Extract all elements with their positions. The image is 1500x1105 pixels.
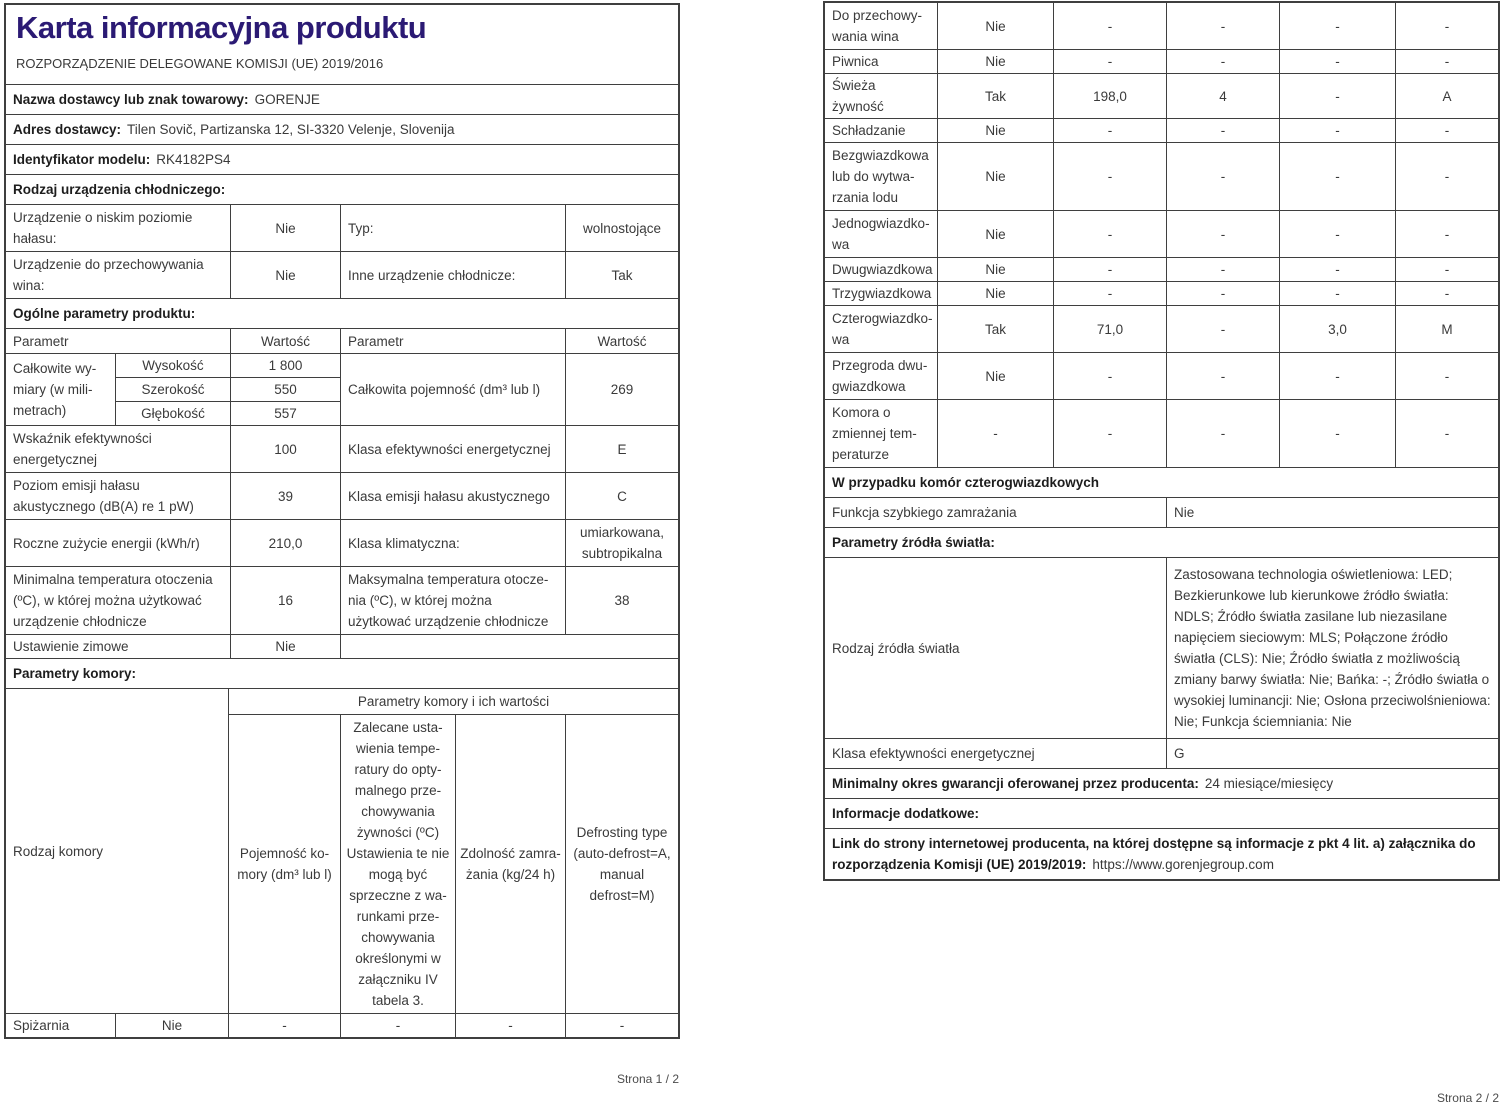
fast-freeze-row — [825, 498, 1499, 528]
chamber-name: Piwnica — [825, 50, 938, 74]
chamber-row — [825, 143, 1499, 211]
capacity-value: 269 — [566, 354, 679, 426]
address-label: Adres dostawcy: — [13, 122, 122, 138]
param-label: Klasa klimatyczna: — [341, 520, 566, 567]
chamber-freezing: - — [1280, 258, 1396, 282]
dimensions-label: Całkowite wymiary (w milimetrach) — [6, 354, 116, 426]
chamber-present: Nie — [938, 282, 1054, 306]
energy-class-row — [825, 739, 1499, 769]
chamber-capacity: - — [1054, 353, 1167, 400]
chamber-row — [825, 74, 1499, 119]
chamber-present: Nie — [938, 3, 1054, 50]
chamber-name: Czterogwiazdkowa — [825, 306, 938, 353]
chamber-freezing: - — [456, 1014, 566, 1038]
chamber-capacity: - — [1054, 400, 1167, 468]
fast-freeze-value: Nie — [1167, 498, 1499, 528]
column-header-param: Parametr — [6, 329, 231, 354]
winter-setting-value: Nie — [231, 635, 341, 659]
producer-link[interactable]: https://www.gorenjegroup.com — [1092, 857, 1274, 872]
supplier-row — [6, 85, 679, 115]
dimension-value: 1 800 — [231, 354, 341, 378]
light-source-label: Rodzaj źródła światła — [825, 558, 1167, 739]
chamber-capacity: - — [1054, 119, 1167, 143]
chamber-present: Nie — [938, 211, 1054, 258]
table-row — [6, 426, 679, 473]
chamber-defrost: - — [1396, 400, 1499, 468]
general-params-section — [5, 298, 679, 329]
light-section-row — [825, 528, 1499, 558]
dimension-name: Wysokość — [116, 354, 231, 378]
chamber-temp: - — [1167, 211, 1280, 258]
chamber-name: Bezgwiazdkowa lub do wytwarzania lodu — [825, 143, 938, 211]
chamber-capacity: - — [1054, 258, 1167, 282]
chamber-present: Nie — [938, 50, 1054, 74]
chamber-capacity: - — [229, 1014, 341, 1038]
param-value: 16 — [231, 567, 341, 635]
four-star-section-row — [825, 468, 1499, 498]
chamber-name: Schładzanie — [825, 119, 938, 143]
chamber-freezing: - — [1280, 74, 1396, 119]
chamber-defrost: - — [1396, 3, 1499, 50]
chamber-defrost: - — [1396, 50, 1499, 74]
chamber-col-temp: Zalecane ustawienia temperatury do optymalnego przechowywania żywności (ºC) Ustawienia te nie mogą być sprzeczne z warunkami przechowywania określonymi w załączniku IV tabela 3. — [341, 715, 456, 1014]
supplier-label: Nazwa dostawcy lub znak towarowy: — [13, 92, 249, 108]
chamber-capacity: - — [1054, 3, 1167, 50]
model-row — [6, 145, 679, 175]
additional-info-row — [825, 799, 1499, 829]
chamber-present: Tak — [938, 306, 1054, 353]
chamber-group-header-row — [6, 689, 679, 715]
chamber-row — [6, 1014, 679, 1038]
chamber-defrost: - — [1396, 143, 1499, 211]
column-header-param: Parametr — [341, 329, 566, 354]
chamber-freezing: - — [1280, 50, 1396, 74]
param-label: Wskaźnik efektywności energetycznej — [6, 426, 231, 473]
param-label: Urządzenie o niskim poziomie hałasu: — [6, 205, 231, 252]
param-label: Typ: — [341, 205, 566, 252]
chamber-row — [825, 3, 1499, 50]
chamber-col-defrost: Defrosting type (auto-defrost=A, manual defrost=M) — [566, 715, 679, 1014]
chamber-freezing: - — [1280, 400, 1396, 468]
warranty-label: Minimalny okres gwarancji oferowanej przez producenta: — [832, 776, 1199, 791]
warranty-value: 24 miesiące/miesięcy — [1204, 776, 1334, 791]
chamber-name: Jednogwiazdkowa — [825, 211, 938, 258]
chamber-row — [825, 400, 1499, 468]
dimension-name: Szerokość — [116, 378, 231, 402]
param-value: umiarkowana, subtropikalna — [566, 520, 679, 567]
chamber-present: Nie — [938, 353, 1054, 400]
chamber-row — [825, 258, 1499, 282]
producer-link-cell — [825, 829, 1499, 880]
chamber-freezing: - — [1280, 119, 1396, 143]
capacity-label: Całkowita pojemność (dm³ lub l) — [341, 354, 566, 426]
title-block — [6, 5, 679, 85]
model-value: RK4182PS4 — [156, 152, 231, 168]
param-label: Klasa efektywności energetycznej — [341, 426, 566, 473]
supplier-value: GORENJE — [254, 92, 320, 108]
chamber-row — [825, 353, 1499, 400]
column-header-value: Wartość — [231, 329, 341, 354]
table-row — [6, 205, 679, 252]
general-params-table — [5, 328, 679, 659]
chamber-name: Spiżarnia — [6, 1014, 116, 1038]
device-type-section-header: Rodzaj urządzenia chłodniczego: — [6, 175, 679, 205]
winter-setting-label: Ustawienie zimowe — [6, 635, 231, 659]
chamber-capacity: - — [1054, 211, 1167, 258]
chamber-temp: 4 — [1167, 74, 1280, 119]
address-row — [6, 115, 679, 145]
param-value: 39 — [231, 473, 341, 520]
param-label: Minimalna temperatura otoczenia (ºC), w której można użytkować urządzenie chłodnicze — [6, 567, 231, 635]
chamber-col-freezing: Zdolność zamrażania (kg/24 h) — [456, 715, 566, 1014]
chamber-row — [825, 282, 1499, 306]
chamber-capacity: - — [1054, 282, 1167, 306]
table-row — [6, 473, 679, 520]
chamber-params-table — [5, 688, 679, 1038]
chamber-group-header: Parametry komory i ich wartości — [229, 689, 679, 715]
table-row — [6, 567, 679, 635]
page-number: Strona 1 / 2 — [616, 1072, 679, 1087]
energy-class-value: G — [1167, 739, 1499, 769]
chamber-row — [825, 119, 1499, 143]
chamber-type-label: Rodzaj komory — [6, 689, 229, 1014]
general-params-header: Ogólne parametry produktu: — [6, 299, 679, 329]
address-value: Tilen Sovič, Partizanska 12, SI-3320 Velenje, Slovenija — [127, 122, 455, 138]
four-star-section-header: W przypadku komór czterogwiazdkowych — [825, 468, 1499, 498]
param-value: Nie — [231, 205, 341, 252]
table-row — [6, 635, 679, 659]
chamber-present: - — [938, 400, 1054, 468]
param-value: 210,0 — [231, 520, 341, 567]
chamber-temp: - — [341, 1014, 456, 1038]
page1-header-table — [5, 4, 679, 205]
param-label: Inne urządzenie chłodnicze: — [341, 252, 566, 299]
warranty-row — [825, 769, 1499, 799]
chamber-freezing: - — [1280, 143, 1396, 211]
chamber-col-capacity: Pojemność komory (dm³ lub l) — [229, 715, 341, 1014]
chamber-params-section — [5, 658, 679, 689]
param-label: Poziom emisji hałasu akustycznego (dB(A) re 1 pW) — [6, 473, 231, 520]
param-label: Maksymalna temperatura otoczenia (ºC), w której można użytkować urządzenie chłodnicze — [341, 567, 566, 635]
model-label: Identyfikator modelu: — [13, 152, 151, 168]
empty-cell — [341, 635, 679, 659]
chamber-defrost: - — [566, 1014, 679, 1038]
param-value: C — [566, 473, 679, 520]
chamber-row — [825, 211, 1499, 258]
chamber-present: Nie — [116, 1014, 229, 1038]
chamber-defrost: - — [1396, 211, 1499, 258]
chamber-defrost: - — [1396, 353, 1499, 400]
chamber-row — [825, 50, 1499, 74]
chamber-name: Komora o zmiennej temperaturze — [825, 400, 938, 468]
chamber-present: Nie — [938, 143, 1054, 211]
param-value: 38 — [566, 567, 679, 635]
chamber-name: Do przechowywania wina — [825, 3, 938, 50]
regulation-subtitle: ROZPORZĄDZENIE DELEGOWANE KOMISJI (UE) 2019/2016 — [16, 56, 384, 72]
chamber-defrost: - — [1396, 282, 1499, 306]
chamber-temp: - — [1167, 143, 1280, 211]
chamber-freezing: - — [1280, 282, 1396, 306]
chamber-capacity: 198,0 — [1054, 74, 1167, 119]
table-row — [6, 354, 679, 378]
chamber-name: Przegroda dwugwiazdkowa — [825, 353, 938, 400]
chamber-temp: - — [1167, 258, 1280, 282]
param-value: wolnostojące — [566, 205, 679, 252]
table-row — [6, 252, 679, 299]
chamber-present: Tak — [938, 74, 1054, 119]
chamber-temp: - — [1167, 119, 1280, 143]
param-value: Nie — [231, 252, 341, 299]
param-label: Urządzenie do przechowywania wina: — [6, 252, 231, 299]
chamber-temp: - — [1167, 353, 1280, 400]
chamber-defrost: - — [1396, 258, 1499, 282]
param-label: Roczne zużycie energii (kWh/r) — [6, 520, 231, 567]
chamber-temp: - — [1167, 3, 1280, 50]
warranty-cell — [825, 769, 1499, 799]
light-section-header: Parametry źródła światła: — [825, 528, 1499, 558]
chamber-capacity: 71,0 — [1054, 306, 1167, 353]
chamber-params-header: Parametry komory: — [6, 659, 679, 689]
chamber-name: Dwugwiazdkowa — [825, 258, 938, 282]
chamber-freezing: - — [1280, 353, 1396, 400]
chamber-temp: - — [1167, 306, 1280, 353]
chamber-temp: - — [1167, 400, 1280, 468]
chamber-freezing: - — [1280, 3, 1396, 50]
chamber-present: Nie — [938, 119, 1054, 143]
chamber-row — [825, 306, 1499, 353]
page1-sheet — [5, 4, 679, 1038]
chamber-present: Nie — [938, 258, 1054, 282]
fast-freeze-label: Funkcja szybkiego zamrażania — [825, 498, 1167, 528]
energy-class-label: Klasa efektywności energetycznej — [825, 739, 1167, 769]
dimension-value: 557 — [231, 402, 341, 426]
page2-sheet — [824, 2, 1499, 880]
chamber-name: Świeża żywność — [825, 74, 938, 119]
param-value: Tak — [566, 252, 679, 299]
light-source-row — [825, 558, 1499, 739]
param-label: Klasa emisji hałasu akustycznego — [341, 473, 566, 520]
light-source-value: Zastosowana technologia oświetleniowa: LED; Bezkierunkowe lub kierunkowe źródło światła: NDLS; Źródło światła zasilane lub niezasilane napięciem sieciowym: MLS; Połączone źródło światła (CLS): Nie; Źródło światła z możliwością zmiany barwy światła: Nie; Bańka: -; Źródło światła o wysokiej luminancji: Nie; Osłona przeciwolśnieniowa: Nie; Funkcja ściemniania: Nie — [1167, 558, 1499, 739]
chamber-freezing: - — [1280, 211, 1396, 258]
param-value: 100 — [231, 426, 341, 473]
chamber-name: Trzygwiazdkowa — [825, 282, 938, 306]
chamber-defrost: A — [1396, 74, 1499, 119]
page-number: Strona 2 / 2 — [1436, 1091, 1499, 1105]
dimension-value: 550 — [231, 378, 341, 402]
chamber-temp: - — [1167, 50, 1280, 74]
column-header-value: Wartość — [566, 329, 679, 354]
product-sheet-page-1 — [5, 4, 679, 1086]
product-sheet-page-2 — [824, 2, 1499, 1105]
chamber-defrost: - — [1396, 119, 1499, 143]
chamber-capacity: - — [1054, 50, 1167, 74]
chamber-capacity: - — [1054, 143, 1167, 211]
chamber-params-table-continued — [824, 2, 1499, 880]
column-header-row — [6, 329, 679, 354]
table-row — [6, 520, 679, 567]
chamber-temp: - — [1167, 282, 1280, 306]
dimension-name: Głębokość — [116, 402, 231, 426]
additional-info-header: Informacje dodatkowe: — [825, 799, 1499, 829]
device-type-table — [5, 204, 679, 299]
chamber-defrost: M — [1396, 306, 1499, 353]
page-title: Karta informacyjna produktu — [16, 10, 427, 45]
producer-link-label: Link do strony internetowej producenta, na której dostępne są informacje z pkt 4 lit. a) załącznika do rozporządzenia Komisji (UE) 2019/2019: — [832, 836, 1476, 872]
chamber-freezing: 3,0 — [1280, 306, 1396, 353]
producer-link-row — [825, 829, 1499, 880]
param-value: E — [566, 426, 679, 473]
